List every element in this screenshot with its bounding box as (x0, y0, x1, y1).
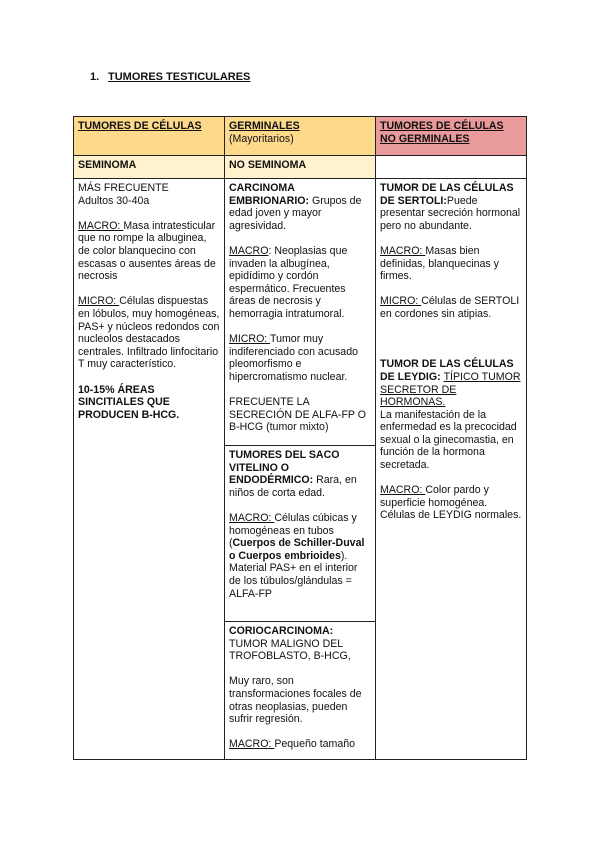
text-bold: Cuerpos de Schiller-Duval o Cuerpos embrioides (229, 537, 365, 562)
label-underlined: MICRO: (78, 295, 120, 308)
text-bold: CARCINOMA EMBRIONARIO: (229, 182, 312, 207)
text: Puede presentar secreción hormonal pero no abundante. (380, 194, 521, 232)
paragraph (380, 358, 522, 471)
text-bold: TUMOR DE LAS CÉLULAS DE LEYDIG: (380, 358, 514, 383)
label-underlined: MACRO: (229, 511, 275, 524)
paragraph (229, 449, 371, 499)
text: TUMOR MALIGNO DEL TROFOBLASTO, B-HCG, (229, 637, 351, 663)
paragraph (229, 396, 371, 434)
label-underlined: TÍPICO TUMOR SECRETOR DE HORMONAS. (380, 370, 521, 409)
text: Masas bien definidas, blanquecinas y firmes. (380, 244, 499, 283)
text-bold: 10-15% ÁREAS SINCITIALES QUE PRODUCEN B-HCG. (78, 383, 180, 421)
text: Color pardo y superficie homogénea. Células de LEYDIG normales. (380, 484, 522, 522)
cell-coriocarcinoma (224, 621, 376, 760)
subheader-seminoma: SEMINOMA (73, 155, 225, 179)
paragraph (229, 675, 371, 725)
text: Muy raro, son transformaciones focales de otras neoplasias, pueden sufrir regresión. (229, 675, 362, 726)
text: Rara, en niños de corta edad. (229, 474, 357, 499)
subheader-empty (375, 155, 527, 179)
subheader-no-seminoma: NO SEMINOMA (224, 155, 376, 179)
text: FRECUENTE LA SECRECIÓN DE ALFA-FP O B-HCG (tumor mixto) (229, 396, 366, 434)
label-underlined: MACRO: (229, 738, 275, 751)
paragraph (229, 182, 371, 232)
text-bold: TUMORES DEL SACO VITELINO O ENDODÉRMICO: (229, 449, 340, 487)
cell-carcinoma-embrionario (224, 178, 376, 446)
paragraph (380, 333, 522, 346)
cell-seminoma (73, 178, 225, 760)
header-cell-2 (224, 116, 376, 156)
paragraph (380, 295, 522, 320)
paragraph (229, 245, 371, 321)
text: La manifestación de la enfermedad es la precocidad sexual o la ginecomastia, en función de la hormona secretada. (380, 408, 517, 472)
section-number: 1. (90, 71, 100, 83)
paragraph (229, 738, 371, 751)
section-title-text: TUMORES TESTICULARES (108, 71, 251, 83)
paragraph (229, 512, 371, 600)
text: Masa intratesticular que no rompe la albuginea, de color blanquecino con escasas o ausentes áreas de necrosis (78, 219, 216, 283)
label-underlined: MACRO (229, 244, 269, 257)
label-underlined: MICRO: (229, 333, 271, 346)
cell-saco-vitelino (224, 445, 376, 622)
paragraph (78, 182, 220, 207)
text: Células cúbicas y homogéneas en tubos ( (229, 511, 357, 550)
text: MÁS FRECUENTE Adultos 30-40a (78, 182, 169, 207)
text-bold: CORIOCARCINOMA: (229, 625, 334, 637)
text: Células dispuestas en lóbulos, muy homogéneas, PAS+ y núcleos redondos con nucleolos destacados centrales. Infiltrado linfocitario T muy característico. (78, 295, 220, 371)
paragraph (78, 295, 220, 371)
text-bold: TUMOR DE LAS CÉLULAS DE SERTOLI: (380, 182, 514, 207)
paragraph (229, 333, 371, 383)
header-cell-3: TUMORES DE CÉLULAS NO GERMINALES (375, 116, 527, 156)
header-germinales-sub: (Mayoritarios) (229, 132, 294, 145)
paragraph (380, 245, 522, 283)
paragraph (229, 625, 371, 663)
header-cell-1: TUMORES DE CÉLULAS (73, 116, 225, 156)
header-germinales: GERMINALES (229, 120, 300, 132)
text: : Neoplasias que invaden la albugínea, epidídimo y cordón espermático. Frecuentes áreas de necrosis y hemorragia intratumoral. (229, 244, 348, 320)
text: ). Material PAS+ en el interior de los túbulos/glándulas = ALFA-FP (229, 549, 358, 600)
text: Grupos de edad joven y mayor agresividad. (229, 194, 362, 232)
label-underlined: MACRO: (380, 244, 426, 257)
label-underlined: MACRO: (380, 484, 426, 497)
text: Células de SERTOLI en cordones sin atipias. (380, 295, 520, 320)
label-underlined: MICRO: (380, 295, 422, 308)
paragraph (78, 384, 220, 422)
text: Pequeño tamaño (274, 738, 356, 751)
paragraph (380, 484, 522, 522)
paragraph (78, 220, 220, 283)
cell-no-germinales (375, 178, 527, 760)
section-title (90, 71, 250, 83)
text: Tumor muy indiferenciado con acusado pleomorfismo e hipercromatismo nuclear. (229, 333, 358, 383)
paragraph (380, 182, 522, 232)
label-underlined: MACRO: (78, 219, 124, 232)
